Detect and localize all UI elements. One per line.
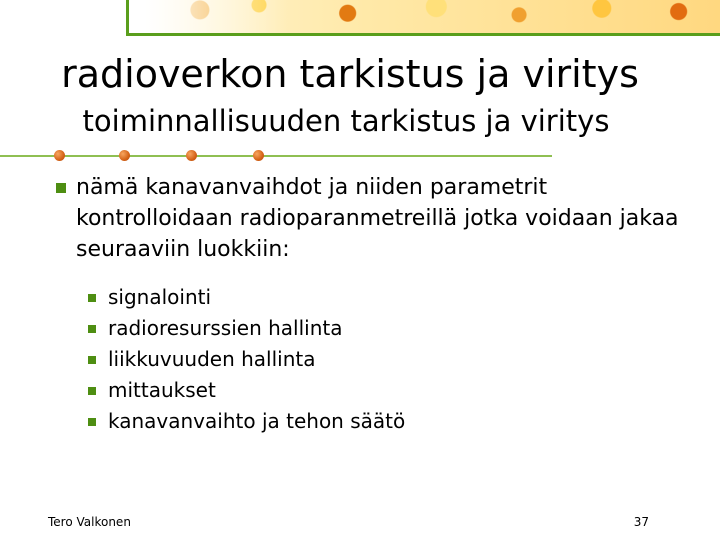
page-number: 37 — [633, 515, 649, 529]
footer-author: Tero Valkonen — [48, 515, 131, 529]
divider-dot — [119, 150, 130, 161]
square-bullet-icon — [88, 325, 96, 333]
list-item: signalointi — [88, 282, 648, 313]
list-item: mittaukset — [88, 375, 648, 406]
main-bullet — [56, 172, 696, 265]
title-divider — [0, 155, 552, 157]
divider-dot — [186, 150, 197, 161]
slide-title: radioverkon tarkistus ja viritys — [61, 52, 639, 96]
divider-dot — [253, 150, 264, 161]
divider-dot — [54, 150, 65, 161]
square-bullet-icon — [56, 183, 66, 193]
decorative-banner — [126, 0, 720, 36]
sub-bullet-list — [88, 282, 648, 437]
main-bullet-text: nämä kanavanvaihdot ja niiden parametrit kontrolloidaan radioparanmetreillä jotka voidaan jakaa seuraaviin luokkiin: — [76, 175, 679, 262]
square-bullet-icon — [88, 418, 96, 426]
square-bullet-icon — [88, 356, 96, 364]
square-bullet-icon — [88, 294, 96, 302]
list-item: kanavanvaihto ja tehon säätö — [88, 406, 648, 437]
slide-subtitle: toiminnallisuuden tarkistus ja viritys — [82, 104, 610, 138]
square-bullet-icon — [88, 387, 96, 395]
list-item: radioresurssien hallinta — [88, 313, 648, 344]
list-item: liikkuvuuden hallinta — [88, 344, 648, 375]
